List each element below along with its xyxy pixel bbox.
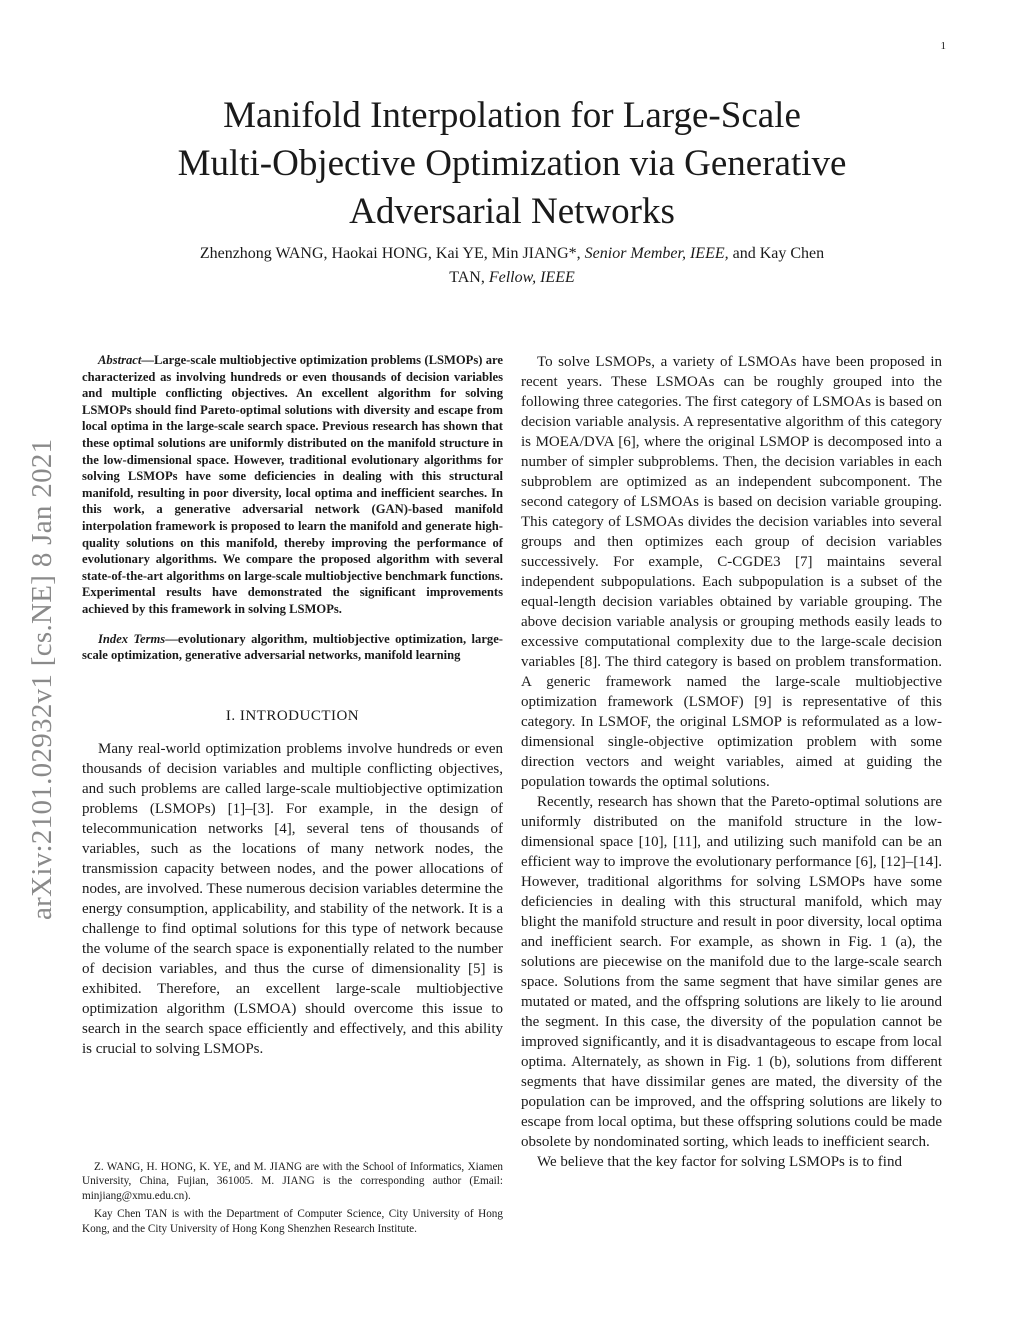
index-terms: [82, 631, 503, 664]
section-heading-introduction: I. INTRODUCTION: [225, 707, 360, 724]
intro-paragraph-4: We believe that the key factor for solving LSMOPs is to find: [537, 1154, 902, 1170]
left-column: [82, 352, 503, 1059]
index-terms-text: —evolutionary algorithm, multiobjective optimization, large-scale optimization, generative adversarial networks, manifold learning: [82, 631, 503, 663]
title-line-3: Adversarial Networks: [349, 191, 675, 232]
right-column: [521, 352, 942, 1172]
footnote-affiliation-2: Kay Chen TAN is with the Department of Computer Science, City University of Hong Kong, and the City University of Hong Kong Shenzhen Research Institute.: [82, 1208, 503, 1235]
abstract-text: —Large-scale multiobjective optimization problems (LSMOPs) are characterized as involving hundreds or even thousands of decision variables and multiple conflicting objectives. An excellent algorithm for solving LSMOPs should find Pareto-optimal solutions with diversity and escape from local optima in the large-scale search space. Previous research has shown that these optimal solutions are uniformly distributed on the manifold structure in the low-dimensional space. However, traditional evolutionary algorithms for solving LSMOPs have some deficiencies in dealing with this structural manifold, resulting in poor diversity, local optima and inefficient searches. In this work, a generative adversarial network (GAN)-based manifold interpolation framework is proposed to learn the manifold and generate high-quality solutions on this manifold, thereby improving the performance of evolutionary algorithms. We compare the proposed algorithm with several state-of-the-art algorithms on large-scale multiobjective benchmark functions. Experimental results have demonstrated the significant improvements achieved by this framework in solving LSMOPs.: [82, 353, 503, 616]
arxiv-stamp: arXiv:2101.02932v1 [cs.NE] 8 Jan 2021: [26, 438, 58, 920]
title-line-1: Manifold Interpolation for Large-Scale: [223, 95, 801, 136]
footnotes: [82, 1160, 503, 1240]
paper-title: [112, 92, 912, 236]
abstract: [82, 352, 503, 618]
page-number: 1: [940, 40, 946, 52]
fellow-role: Fellow, IEEE: [488, 269, 575, 286]
author-list: [112, 242, 912, 290]
intro-paragraph-2: To solve LSMOPs, a variety of LSMOAs have been proposed in recent years. These LSMOAs can be roughly grouped into the following three categories. The first category of LSMOAs is based on decision variable analysis. A representative algorithm of this category is MOEA/DVA [6], where the original LSMOP is decomposed into a number of simpler subproblems. Then, the decision variables in each subproblem are optimized as an independent subcomponent. The second category of LSMOAs is based on decision variable grouping. This category of LSMOAs divides the decision variables into several groups and then optimizes each group of decision variables successively. For example, C-CGDE3 [7] maintains several independent subpopulations. Each subpopulation is a subset of the equal-length decision variables obtained by variable grouping. The above decision variable analysis or grouping methods easily leads to excessive computational complexity due to the large-scale decision variables [8]. The third category is based on problem transformation. A generic framework named the large-scale multiobjective optimization framework (LSMOF) [9] is representative of this category. In LSMOF, the original LSMOP is reformulated as a low-dimensional single-objective optimization problem with some direction vectors and weight variables, aimed at guiding the population towards the optimal solutions.: [521, 354, 942, 790]
intro-paragraph-3: Recently, research has shown that the Pareto-optimal solutions are uniformly distributed on the manifold structure in the low-dimensional space [10], [11], and utilizing such manifold can be an efficient way to improve the evolutionary performance [6], [12]–[14]. However, traditional algorithms for solving LSMOPs have some deficiencies in dealing with this structural manifold, which may blight the manifold structure and result in poor diversity, local optima and inefficient search. For example, as shown in Fig. 1 (a), the solutions are piecewise on the manifold due to the large-scale search space. Solutions from the same segment that have similar genes are mutated or mated, and the offspring solutions are likely to lie around the segment. In this case, the diversity of the population cannot be improved significantly, and it is disadvantageous to escape from local optima. Alternately, as shown in Fig. 1 (b), solutions from different segments that have dissimilar genes are mated, the diversity of the population can be improved, and the offspring solutions are likely to escape from local optima, but these offspring solutions could be made obsolete by nondominated sorting, which leads to inefficient search.: [521, 794, 942, 1150]
intro-paragraph-1: Many real-world optimization problems involve hundreds or even thousands of decision variables and multiple conflicting objectives, and such problems are called large-scale multiobjective optimization problems (LSMOPs) [1]–[3]. For example, in the design of telecommunication networks [4], several tens of thousands of variables, such as the locations of many network nodes, the transmission capacity between nodes, and the power allocations of nodes, are involved. These numerous decision variables determine the energy consumption, applicability, and stability of the network. It is a challenge to find optimal solutions for this type of network because the volume of the search space is exponentially related to the number of decision variables, and thus the curse of dimensionality [5] is exhibited. Therefore, an excellent large-scale multiobjective optimization algorithm (LSMOA) should overcome this issue to search in the search space efficiently and effectively, and this ability is crucial to solving LSMOPs.: [82, 740, 503, 1057]
title-line-2: Multi-Objective Optimization via Generative: [177, 143, 847, 184]
author-connector: and Kay Chen: [732, 245, 825, 262]
index-terms-label: Index Terms: [98, 631, 166, 646]
author-names: Zhenzhong WANG, Haokai HONG, Kai YE, Min JIANG*,: [199, 245, 581, 262]
footnote-affiliation-1: Z. WANG, H. HONG, K. YE, and M. JIANG are with the School of Informatics, Xiamen University, China, Fujian, 361005. M. JIANG is the corresponding author (Email: minjiang@xmu.edu.cn).: [82, 1161, 503, 1202]
senior-member-role: Senior Member, IEEE,: [584, 245, 729, 262]
author-last-name: TAN,: [449, 269, 485, 286]
abstract-label: Abstract: [98, 353, 142, 367]
